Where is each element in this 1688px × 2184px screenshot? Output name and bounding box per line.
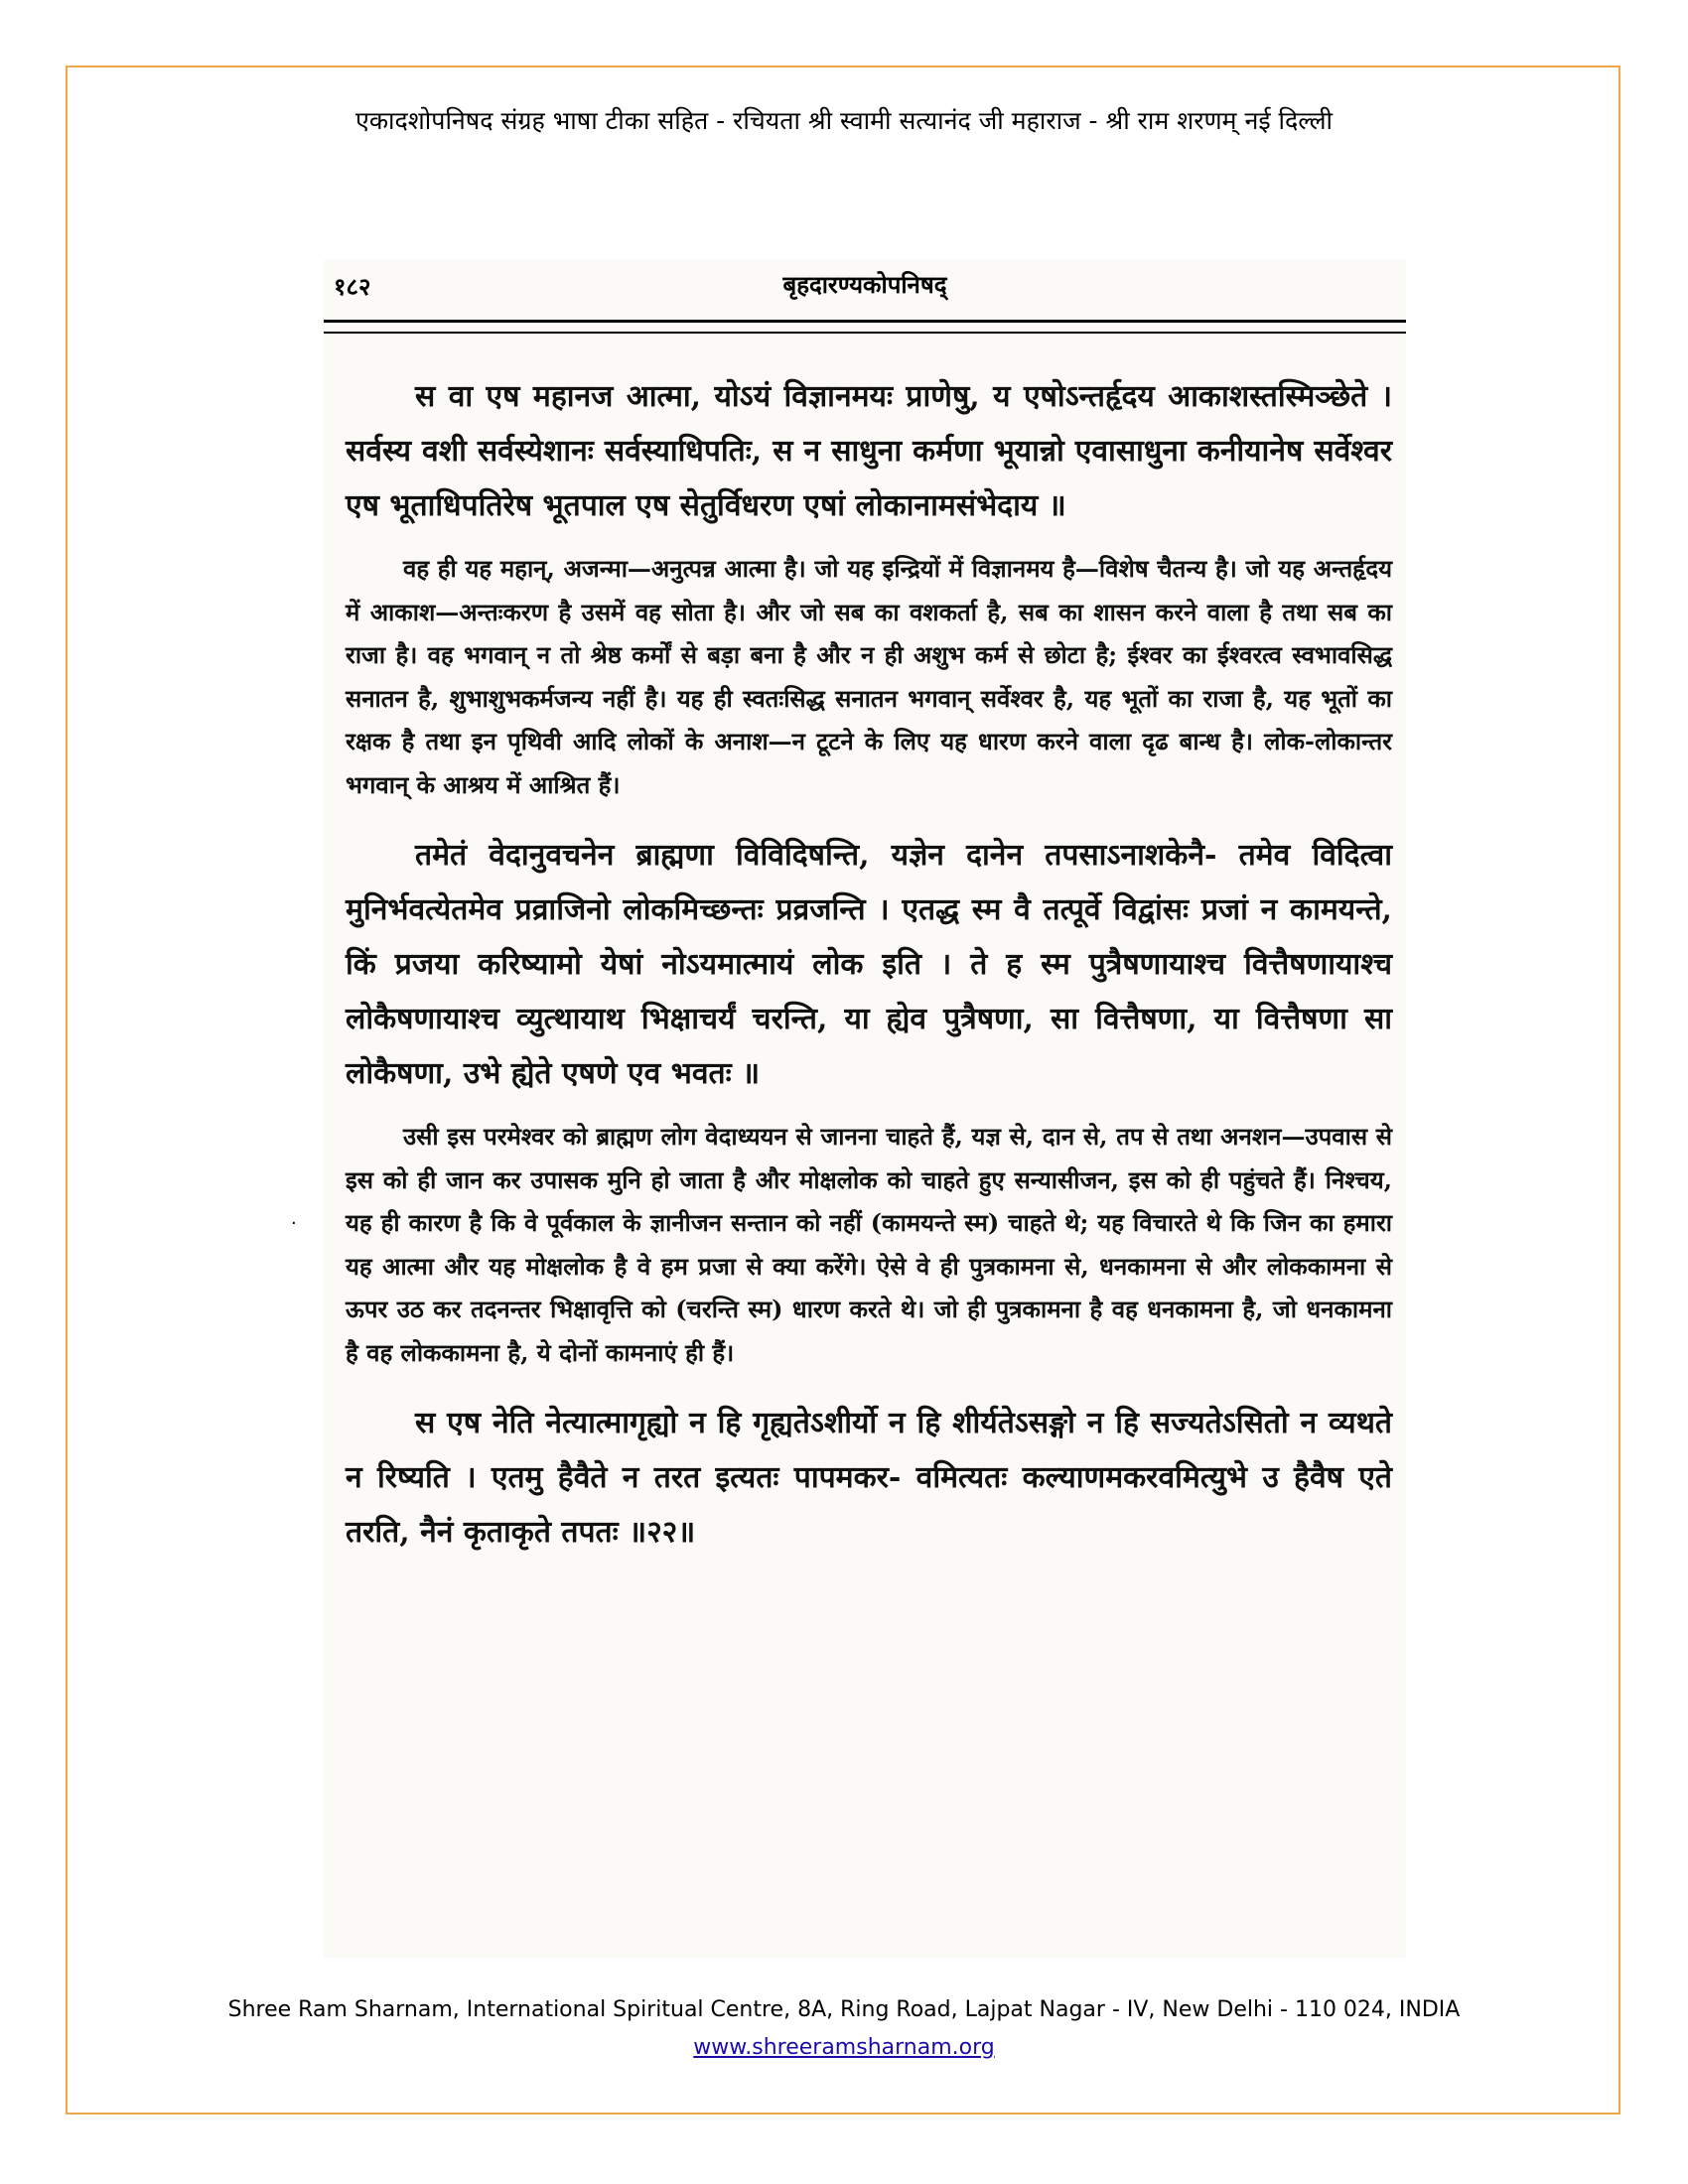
- header-rule: [324, 320, 1406, 323]
- margin-dot: ·: [291, 1213, 297, 1234]
- running-title: बृहदारण्यकोपनिषद्: [782, 270, 947, 299]
- mantra-paragraph-3: स एष नेति नेत्यात्मागृह्यो न हि गृह्यतेऽशीर्यो न हि शीर्यतेऽसङ्गो न हि सज्यतेऽसितो न व्यथते न रिष्यति । एतमु हैवैते न तरत इत्यतः पापमकर- वमित्यतः कल्याणमकरवमित्युभे उ हैवैष एते तरति, नैनं कृताकृते तपतः ॥२२॥: [346, 1406, 1392, 1550]
- translation-paragraph-2: उसी इस परमेश्वर को ब्राह्मण लोग वेदाध्ययन से जानना चाहते हैं, यज्ञ से, दान से, तप से तथा अनशन—उपवास से इस को ही जान कर उपासक मुनि हो जाता है और मोक्षलोक को चाहते हुए सन्यासीजन, इस को ही पहुंचते हैं। निश्चय, यह ही कारण है कि वे पूर्वकाल के ज्ञानीजन सन्तान को नहीं (कामयन्ते स्म) चाहते थे; यह विचारते थे कि जिन का हमारा यह आत्मा और यह मोक्षलोक है वे हम प्रजा से क्या करेंगे। ऐसे वे ही पुत्रकामना से, धनकामना से और लोककामना से ऊपर उठ कर तदनन्तर भिक्षावृत्ति को (चरन्ति स्म) धारण करते थे। जो ही पुत्रकामना है वह धनकामना है, जो धनकामना है वह लोककामना है, ये दोनों कामनाएं ही हैं।: [346, 1122, 1392, 1367]
- mantra-paragraph-1: स वा एष महानज आत्मा, योऽयं विज्ञानमयः प्राणेषु, य एषोऽन्तर्हृदय आकाशस्तस्मिञ्छेते । सर्वस्य वशी सर्वस्येशानः सर्वस्याधिपतिः, स न साधुना कर्मणा भूयान्नो एवासाधुना कनीयानेष सर्वेश्वर एष भूताधिपतिरेष भूतपाल एष सेतुर्विधरण एषां लोकानामसंभेदाय ॥: [346, 379, 1392, 523]
- translation-paragraph-1: वह ही यह महान्, अजन्मा—अनुत्पन्न आत्मा है। जो यह इन्द्रियों में विज्ञानमय है—विशेष चैतन्य है। जो यह अन्तर्हृदय में आकाश—अन्तःकरण है उसमें वह सोता है। और जो सब का वशकर्ता है, सब का शासन करने वाला है तथा सब का राजा है। वह भगवान् न तो श्रेष्ठ कर्मों से बड़ा बना है और न ही अशुभ कर्म से छोटा है; ईश्वर का ईश्वरत्व स्वभावसिद्ध सनातन है, शुभाशुभकर्मजन्य नहीं है। यह ही स्वतःसिद्ध सनातन भगवान् सर्वेश्वर है, यह भूतों का राजा है, यह भूतों का रक्षक है तथा इन पृथिवी आदि लोकों के अनाश—न टूटने के लिए यह धारण करने वाला दृढ बान्ध है। लोक-लोकान्तर भगवान् के आश्रय में आश्रित हैं।: [346, 554, 1392, 799]
- header-rule-secondary: [324, 332, 1406, 334]
- body-text: [346, 369, 1392, 1573]
- page-number: १८२: [334, 272, 371, 301]
- website-link[interactable]: www.shreeramsharnam.org: [693, 2035, 995, 2060]
- scanned-page: [324, 260, 1406, 1958]
- page-header: एकादशोपनिषद संग्रह भाषा टीका सहित - रचियता श्री स्वामी सत्यानंद जी महाराज - श्री राम शरणम् नई दिल्ली: [355, 106, 1333, 135]
- mantra-paragraph-2: तमेतं वेदानुवचनेन ब्राह्मणा विविदिषन्ति, यज्ञेन दानेन तपसाऽनाशकेनै- तमेव विदित्वा मुनिर्भवत्येतमेव प्रव्राजिनो लोकमिच्छन्तः प्रव्रजन्ति । एतद्ध स्म वै तत्पूर्वे विद्वांसः प्रजां न कामयन्ते, किं प्रजया करिष्यामो येषां नोऽयमात्मायं लोक इति । ते ह स्म पुत्रैषणायाश्च वित्तैषणायाश्च लोकैषणायाश्च व्युत्थायाथ भिक्षाचर्यं चरन्ति, या ह्येव पुत्रैषणा, सा वित्तैषणा, या वित्तैषणा सा लोकैषणा, उभे ह्येते एषणे एव भवतः ॥: [346, 838, 1392, 1091]
- footer-link-container: [0, 2035, 1688, 2060]
- footer-address: Shree Ram Sharnam, International Spiritual Centre, 8A, Ring Road, Lajpat Nagar - IV, New Delhi - 110 024, INDIA: [227, 1997, 1461, 2022]
